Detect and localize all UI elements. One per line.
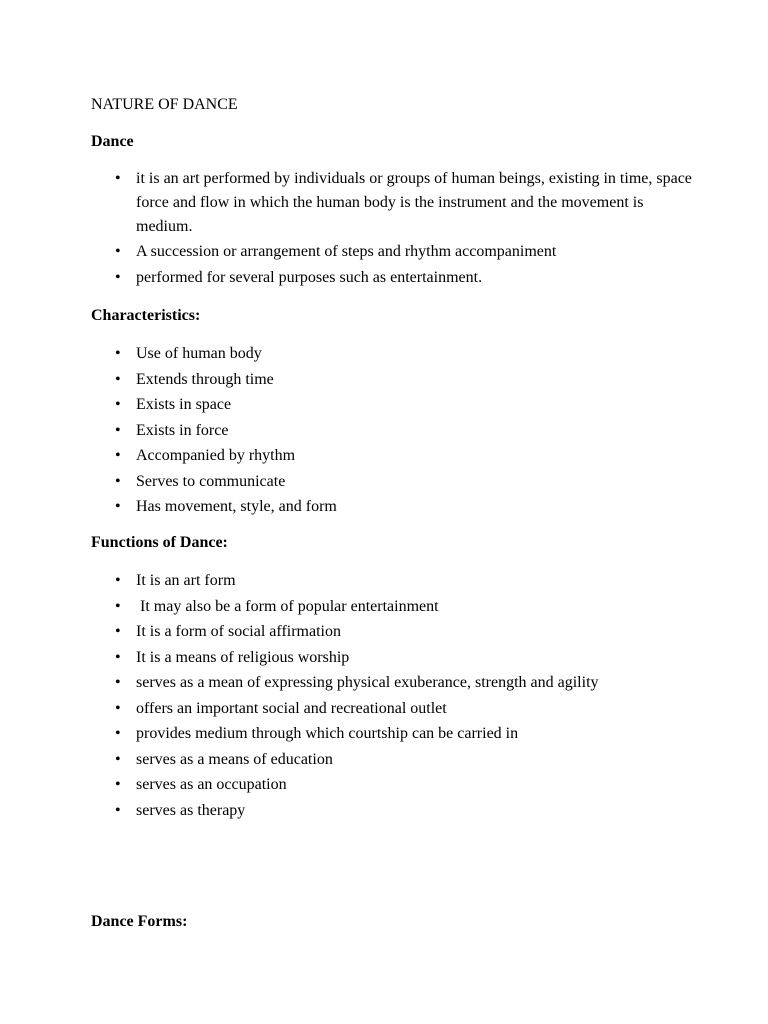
functions-list	[136, 568, 696, 823]
section-heading-functions: Functions of Dance:	[91, 534, 228, 551]
list-item: • it is an art performed by individuals or groups of human beings, existing in time, space force and flow in which the human body is the instrument and the movement is medium.	[136, 167, 696, 239]
list-item: • Serves to communicate	[136, 469, 696, 495]
list-item: • It is an art form	[136, 568, 696, 594]
list-item: • performed for several purposes such as entertainment.	[136, 265, 696, 291]
dance-list	[136, 167, 696, 290]
list-item: • Use of human body	[136, 341, 696, 367]
list-item: • serves as a means of education	[136, 747, 696, 773]
section-heading-dance-forms: Dance Forms:	[91, 913, 188, 930]
list-item: • It may also be a form of popular entertainment	[136, 594, 696, 620]
list-item: • Exists in force	[136, 418, 696, 444]
list-item: • Has movement, style, and form	[136, 494, 696, 520]
list-item: • Extends through time	[136, 367, 696, 393]
list-item: • serves as therapy	[136, 798, 696, 824]
list-item: • Accompanied by rhythm	[136, 443, 696, 469]
list-item: • serves as a mean of expressing physical exuberance, strength and agility	[136, 670, 696, 696]
list-item: • It is a means of religious worship	[136, 645, 696, 671]
list-item: • A succession or arrangement of steps and rhythm accompaniment	[136, 239, 696, 265]
section-heading-characteristics: Characteristics:	[91, 307, 201, 324]
section-heading-dance: Dance	[91, 133, 134, 150]
list-item: • offers an important social and recreational outlet	[136, 696, 696, 722]
list-item: • provides medium through which courtship can be carried in	[136, 721, 696, 747]
list-item: • Exists in space	[136, 392, 696, 418]
list-item: • serves as an occupation	[136, 772, 696, 798]
list-item: • It is a form of social affirmation	[136, 619, 696, 645]
characteristics-list	[136, 341, 696, 520]
document-title: NATURE OF DANCE	[91, 96, 238, 113]
